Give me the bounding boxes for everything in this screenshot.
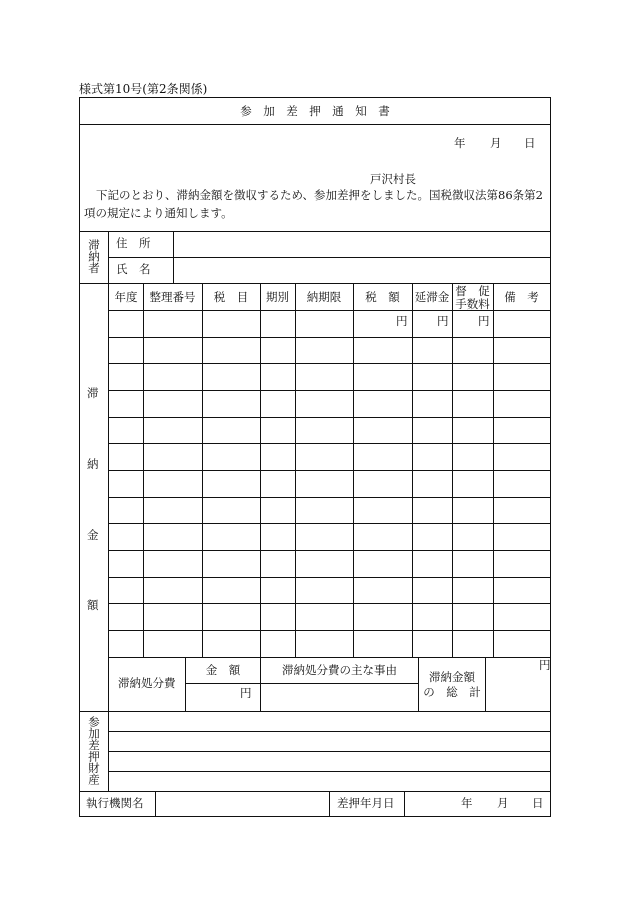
header-tax-amount: 税 額 [365, 290, 400, 304]
disposition-cost-label: 滞納処分費 [118, 676, 176, 690]
total-yen: 円 [539, 658, 551, 672]
address-label: 住 所 [116, 236, 151, 250]
date-month: 月 [490, 136, 502, 150]
header-late-fee: 延滞金 [414, 290, 450, 304]
cost-yen: 円 [240, 686, 252, 700]
seizure-year: 年 [461, 796, 473, 810]
grid-row-line [108, 550, 550, 551]
header-year: 年度 [114, 290, 138, 304]
yen-late-fee: 円 [437, 314, 449, 328]
header-period: 期別 [266, 290, 289, 304]
form-number: 様式第10号(第2条関係) [79, 82, 208, 96]
cost-reason-label: 滞納処分費の主な事由 [282, 663, 397, 677]
header-ref-number: 整理番号 [149, 290, 196, 304]
form-title: 参 加 差 押 通 知 書 [240, 104, 390, 118]
header-tax-item: 税 目 [213, 290, 249, 304]
grid-row-line [108, 523, 550, 524]
grid-row-line [108, 497, 550, 498]
grid-row-line [108, 577, 550, 578]
yen-tax-amount: 円 [396, 314, 408, 328]
grid-row-line [108, 363, 550, 364]
grid-row-line [108, 390, 550, 391]
amount-group-char-1: 滞 [87, 386, 99, 400]
date-year: 年 [454, 136, 466, 150]
agency-label: 執行機関名 [86, 796, 144, 810]
grid-row-line [108, 630, 550, 631]
header-remarks: 備 考 [504, 290, 539, 304]
header-due-date: 納期限 [306, 290, 342, 304]
issuer: 戸沢村長 [370, 172, 416, 186]
grid-row-line [108, 417, 550, 418]
grid-row-line [108, 603, 550, 604]
grid-row-line [108, 337, 550, 338]
body-line-2: 項の規定により通知します。 [84, 206, 233, 220]
notice-form [79, 97, 551, 817]
seizure-date-label: 差押年月日 [337, 796, 395, 810]
grid-row-line [108, 310, 550, 311]
grid-row-line [108, 470, 550, 471]
header-fee: 手数料 [455, 297, 490, 311]
body-line-1: 下記のとおり、滞納金額を徴収するため、参加差押をしました。国税徴収法第86条第2 [96, 188, 543, 202]
header-reminder: 督 促 [455, 284, 490, 298]
seizure-day: 日 [532, 796, 544, 810]
cost-amount-label: 金 額 [205, 663, 241, 677]
total-label-2: の 総 計 [423, 685, 481, 699]
total-label-1: 滞納金額 [429, 670, 475, 684]
property-label: 参加差押財産 [87, 716, 101, 785]
amount-group-char-4: 額 [87, 598, 99, 612]
amount-group-char-3: 金 [87, 528, 99, 542]
name-label: 氏 名 [116, 262, 151, 276]
taxpayer-label: 滞納者 [87, 239, 101, 274]
yen-fee: 円 [478, 314, 490, 328]
date-day: 日 [524, 136, 536, 150]
grid-row-line [108, 443, 550, 444]
amount-group-char-2: 納 [87, 457, 99, 471]
seizure-month: 月 [497, 796, 509, 810]
